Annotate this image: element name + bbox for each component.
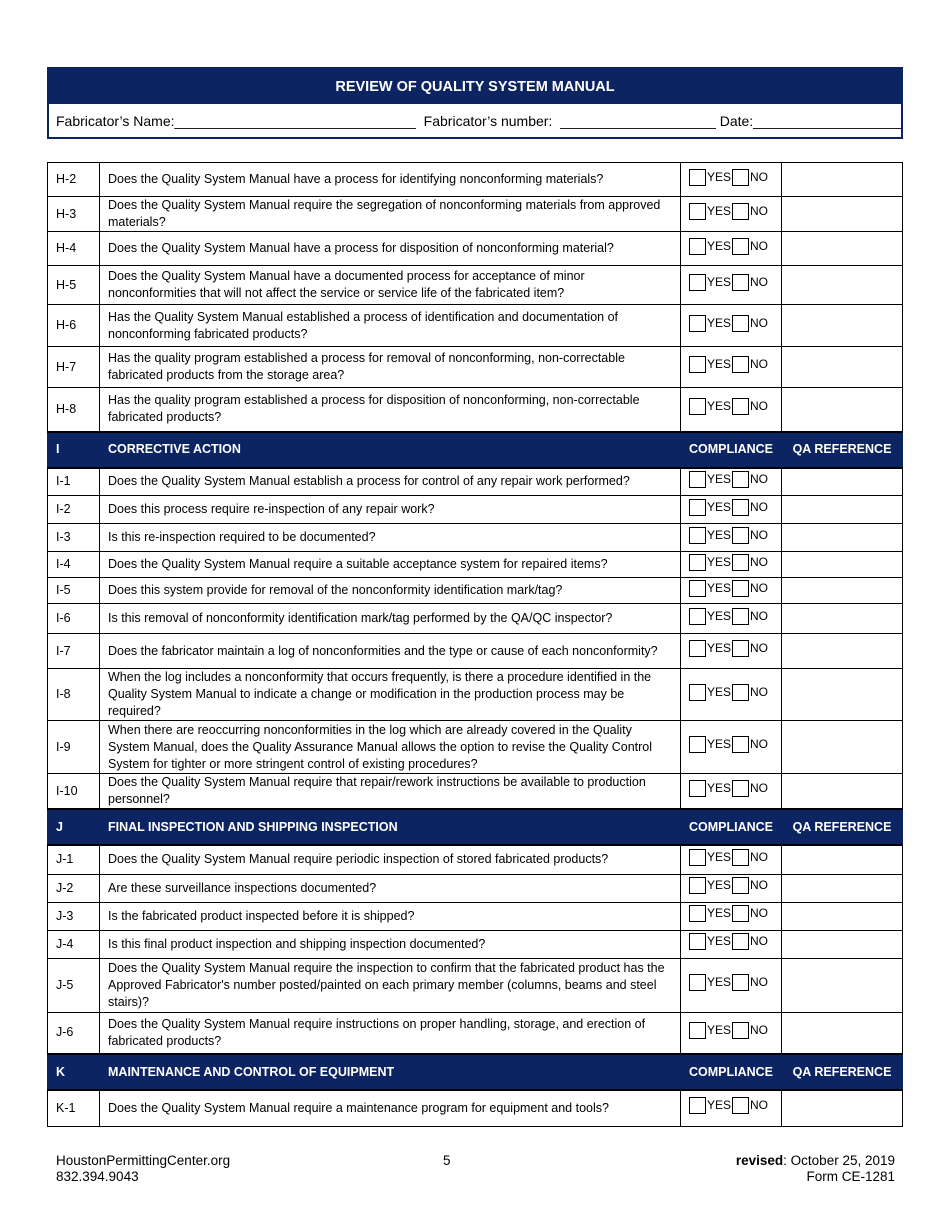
item-question: When there are reoccurring nonconformities in the log which are already covered in the Quality System Manual, does the Quality Assurance Manual allows the option to revise the Quality Control System for tighter or more stringent control of existing procedures? bbox=[100, 721, 681, 774]
item-question: Does the Quality System Manual require a maintenance program for equipment and tools? bbox=[100, 1090, 681, 1126]
yes-checkbox[interactable] bbox=[689, 877, 706, 894]
yes-label: YES bbox=[707, 471, 732, 486]
form-title: REVIEW OF QUALITY SYSTEM MANUAL bbox=[49, 69, 901, 104]
item-id: H-5 bbox=[48, 266, 100, 305]
item-question: Does this process require re-inspection of any repair work? bbox=[100, 496, 681, 524]
qa-reference-field[interactable] bbox=[782, 902, 903, 930]
item-id: I-4 bbox=[48, 552, 100, 578]
item-id: I-10 bbox=[48, 774, 100, 810]
qa-reference-field[interactable] bbox=[782, 197, 903, 232]
yes-label: YES bbox=[707, 527, 732, 542]
no-checkbox[interactable] bbox=[732, 933, 749, 950]
yes-label: YES bbox=[707, 399, 732, 414]
item-id: J-5 bbox=[48, 958, 100, 1012]
yes-label: YES bbox=[707, 906, 732, 920]
yes-checkbox[interactable] bbox=[689, 527, 706, 544]
footer-revision bbox=[736, 1153, 895, 1185]
table-row bbox=[48, 578, 903, 604]
no-label: NO bbox=[750, 641, 769, 655]
no-label: NO bbox=[750, 878, 769, 892]
section-id: I bbox=[48, 432, 100, 468]
yes-label: YES bbox=[707, 357, 732, 371]
no-checkbox[interactable] bbox=[732, 315, 749, 332]
yes-label: YES bbox=[707, 204, 732, 218]
item-question: Does the Quality System Manual require the inspection to confirm that the fabricated product has the Approved Fabricator's number posted/painted on each primary member (columns, beams and steel stairs)? bbox=[100, 958, 681, 1012]
section-id: K bbox=[48, 1054, 100, 1090]
table-row bbox=[48, 634, 903, 669]
footer-phone: 832.394.9043 bbox=[56, 1169, 139, 1184]
yes-label: YES bbox=[707, 499, 732, 514]
revised-label: revised bbox=[735, 1153, 784, 1168]
no-label: NO bbox=[750, 275, 769, 289]
table-row bbox=[48, 232, 903, 266]
yes-label: YES bbox=[707, 975, 732, 989]
no-label: NO bbox=[750, 471, 769, 486]
table-row bbox=[48, 496, 903, 524]
no-checkbox[interactable] bbox=[732, 684, 749, 701]
item-question: Has the quality program established a process for disposition of nonconforming, non-correctable fabricated products? bbox=[100, 388, 681, 432]
compliance-cell bbox=[681, 578, 782, 604]
compliance-cell bbox=[681, 232, 782, 266]
item-id: I-7 bbox=[48, 634, 100, 669]
yes-checkbox[interactable] bbox=[689, 640, 706, 657]
no-checkbox[interactable] bbox=[732, 527, 749, 544]
no-checkbox[interactable] bbox=[732, 554, 749, 571]
compliance-cell bbox=[681, 468, 782, 496]
no-checkbox[interactable] bbox=[732, 274, 749, 291]
yes-label: YES bbox=[707, 1022, 732, 1037]
item-question: When the log includes a nonconformity that occurs frequently, is there a procedure identified in the Quality System Manual to indicate a change or modification in the production process may be required? bbox=[100, 669, 681, 721]
item-id: J-2 bbox=[48, 874, 100, 902]
section-header bbox=[48, 809, 903, 845]
yes-checkbox[interactable] bbox=[689, 736, 706, 753]
table-row bbox=[48, 930, 903, 958]
yes-label: YES bbox=[707, 169, 732, 184]
item-question: Is this final product inspection and shipping inspection documented? bbox=[100, 930, 681, 958]
yes-label: YES bbox=[707, 608, 732, 623]
no-label: NO bbox=[750, 975, 769, 989]
item-question: Does the fabricator maintain a log of nonconformities and the type or cause of each nonconformity? bbox=[100, 634, 681, 669]
section-id: J bbox=[48, 809, 100, 845]
yes-label: YES bbox=[707, 934, 732, 948]
no-label: NO bbox=[750, 499, 769, 514]
yes-checkbox[interactable] bbox=[689, 554, 706, 571]
item-question: Is this removal of nonconformity identification mark/tag performed by the QA/QC inspector? bbox=[100, 604, 681, 634]
qa-reference-field[interactable] bbox=[782, 874, 903, 902]
no-checkbox[interactable] bbox=[732, 356, 749, 373]
item-question: Are these surveillance inspections documented? bbox=[100, 874, 681, 902]
compliance-cell bbox=[681, 1090, 782, 1126]
no-label: NO bbox=[750, 169, 769, 184]
table-row bbox=[48, 266, 903, 305]
qa-reference-field[interactable] bbox=[782, 232, 903, 266]
item-id: I-6 bbox=[48, 604, 100, 634]
qa-reference-field[interactable] bbox=[782, 266, 903, 305]
yes-checkbox[interactable] bbox=[689, 398, 706, 415]
qa-reference-header: QA REFERENCE bbox=[782, 1054, 903, 1090]
item-id: J-4 bbox=[48, 930, 100, 958]
yes-checkbox[interactable] bbox=[689, 169, 706, 186]
item-question: Has the Quality System Manual established a process of identification and documentation of nonconforming fabricated products? bbox=[100, 305, 681, 347]
qa-reference-field[interactable] bbox=[782, 552, 903, 578]
no-checkbox[interactable] bbox=[732, 974, 749, 991]
no-checkbox[interactable] bbox=[732, 905, 749, 922]
yes-checkbox[interactable] bbox=[689, 274, 706, 291]
table-row bbox=[48, 902, 903, 930]
section-title: FINAL INSPECTION AND SHIPPING INSPECTION bbox=[100, 809, 681, 845]
no-checkbox[interactable] bbox=[732, 640, 749, 657]
qa-reference-header: QA REFERENCE bbox=[782, 809, 903, 845]
item-id: I-9 bbox=[48, 721, 100, 774]
table-row bbox=[48, 874, 903, 902]
yes-label: YES bbox=[707, 737, 732, 751]
compliance-cell bbox=[681, 604, 782, 634]
qa-reference-field[interactable] bbox=[782, 163, 903, 197]
table-row bbox=[48, 347, 903, 388]
no-checkbox[interactable] bbox=[732, 398, 749, 415]
qa-reference-field[interactable] bbox=[782, 347, 903, 388]
yes-checkbox[interactable] bbox=[689, 684, 706, 701]
qa-reference-field[interactable] bbox=[782, 669, 903, 721]
yes-label: YES bbox=[707, 275, 732, 289]
yes-label: YES bbox=[707, 238, 732, 253]
qa-reference-field[interactable] bbox=[782, 845, 903, 874]
compliance-cell bbox=[681, 388, 782, 432]
no-checkbox[interactable] bbox=[732, 580, 749, 597]
item-question: Is the fabricated product inspected before it is shipped? bbox=[100, 902, 681, 930]
qa-reference-field[interactable] bbox=[782, 578, 903, 604]
yes-label: YES bbox=[707, 315, 732, 330]
footer-site: HoustonPermittingCenter.org bbox=[56, 1153, 231, 1168]
table-row bbox=[48, 197, 903, 232]
no-checkbox[interactable] bbox=[732, 849, 749, 866]
section-title: MAINTENANCE AND CONTROL OF EQUIPMENT bbox=[100, 1054, 681, 1090]
no-label: NO bbox=[750, 238, 769, 253]
item-question: Does the Quality System Manual have a process for identifying nonconforming materials? bbox=[100, 163, 681, 197]
item-id: H-8 bbox=[48, 388, 100, 432]
compliance-cell bbox=[681, 774, 782, 810]
page-number: 5 bbox=[443, 1153, 451, 1168]
table-row bbox=[48, 468, 903, 496]
no-checkbox[interactable] bbox=[732, 780, 749, 797]
qa-reference-field[interactable] bbox=[782, 958, 903, 1012]
qa-reference-field[interactable] bbox=[782, 1012, 903, 1054]
yes-label: YES bbox=[707, 580, 732, 595]
no-checkbox[interactable] bbox=[732, 736, 749, 753]
compliance-cell bbox=[681, 305, 782, 347]
qa-reference-field[interactable] bbox=[782, 634, 903, 669]
qa-reference-field[interactable] bbox=[782, 468, 903, 496]
no-checkbox[interactable] bbox=[732, 1097, 749, 1114]
table-row bbox=[48, 845, 903, 874]
item-id: I-3 bbox=[48, 524, 100, 552]
compliance-cell bbox=[681, 552, 782, 578]
no-label: NO bbox=[750, 906, 769, 920]
table-row bbox=[48, 1012, 903, 1054]
compliance-cell bbox=[681, 496, 782, 524]
yes-checkbox[interactable] bbox=[689, 608, 706, 625]
qa-reference-field[interactable] bbox=[782, 305, 903, 347]
table-row bbox=[48, 604, 903, 634]
qa-reference-field[interactable] bbox=[782, 721, 903, 774]
compliance-cell bbox=[681, 874, 782, 902]
no-label: NO bbox=[750, 554, 769, 569]
yes-checkbox[interactable] bbox=[689, 849, 706, 866]
yes-label: YES bbox=[707, 684, 732, 699]
table-row bbox=[48, 669, 903, 721]
table-row bbox=[48, 552, 903, 578]
qa-reference-field[interactable] bbox=[782, 604, 903, 634]
table-row bbox=[48, 1090, 903, 1126]
qa-reference-header: QA REFERENCE bbox=[782, 432, 903, 468]
item-question: Does the Quality System Manual require that repair/rework instructions be available to production personnel? bbox=[100, 774, 681, 810]
item-id: J-1 bbox=[48, 845, 100, 874]
no-checkbox[interactable] bbox=[732, 471, 749, 488]
item-id: H-3 bbox=[48, 197, 100, 232]
yes-checkbox[interactable] bbox=[689, 580, 706, 597]
compliance-cell bbox=[681, 958, 782, 1012]
compliance-header: COMPLIANCE bbox=[681, 809, 782, 845]
item-question: Does the Quality System Manual require the segregation of nonconforming materials from approved materials? bbox=[100, 197, 681, 232]
item-id: K-1 bbox=[48, 1090, 100, 1126]
compliance-header: COMPLIANCE bbox=[681, 1054, 782, 1090]
yes-checkbox[interactable] bbox=[689, 238, 706, 255]
yes-checkbox[interactable] bbox=[689, 905, 706, 922]
no-label: NO bbox=[750, 399, 769, 414]
compliance-cell bbox=[681, 163, 782, 197]
compliance-header: COMPLIANCE bbox=[681, 432, 782, 468]
item-id: J-6 bbox=[48, 1012, 100, 1054]
item-question: Does this system provide for removal of the nonconformity identification mark/tag? bbox=[100, 578, 681, 604]
compliance-cell bbox=[681, 347, 782, 388]
no-checkbox[interactable] bbox=[732, 169, 749, 186]
no-label: NO bbox=[750, 204, 769, 218]
no-label: NO bbox=[750, 849, 769, 864]
qa-reference-field[interactable] bbox=[782, 1090, 903, 1126]
yes-label: YES bbox=[707, 878, 732, 892]
item-id: I-8 bbox=[48, 669, 100, 721]
form-header bbox=[47, 67, 903, 139]
item-id: I-1 bbox=[48, 468, 100, 496]
no-label: NO bbox=[750, 580, 769, 595]
yes-label: YES bbox=[707, 781, 732, 795]
item-id: I-5 bbox=[48, 578, 100, 604]
section-header bbox=[48, 1054, 903, 1090]
compliance-cell bbox=[681, 902, 782, 930]
no-checkbox[interactable] bbox=[732, 877, 749, 894]
no-label: NO bbox=[750, 315, 769, 330]
table-row bbox=[48, 721, 903, 774]
qa-reference-field[interactable] bbox=[782, 774, 903, 810]
item-question: Is this re-inspection required to be documented? bbox=[100, 524, 681, 552]
table-row bbox=[48, 388, 903, 432]
no-label: NO bbox=[750, 1022, 769, 1037]
yes-checkbox[interactable] bbox=[689, 499, 706, 516]
item-question: Does the Quality System Manual require a suitable acceptance system for repaired items? bbox=[100, 552, 681, 578]
section-header bbox=[48, 432, 903, 468]
no-label: NO bbox=[750, 608, 769, 623]
item-id: H-7 bbox=[48, 347, 100, 388]
item-id: H-4 bbox=[48, 232, 100, 266]
no-label: NO bbox=[750, 781, 769, 795]
compliance-cell bbox=[681, 1012, 782, 1054]
item-question: Does the Quality System Manual have a process for disposition of nonconforming material? bbox=[100, 232, 681, 266]
item-question: Does the Quality System Manual have a documented process for acceptance of minor nonconformities that will not affect the service or service life of the fabricated item? bbox=[100, 266, 681, 305]
compliance-cell bbox=[681, 721, 782, 774]
yes-label: YES bbox=[707, 554, 732, 569]
item-id: I-2 bbox=[48, 496, 100, 524]
item-id: H-2 bbox=[48, 163, 100, 197]
yes-label: YES bbox=[707, 641, 732, 655]
qa-reference-field[interactable] bbox=[782, 388, 903, 432]
no-label: NO bbox=[750, 527, 769, 542]
qa-reference-field[interactable] bbox=[782, 496, 903, 524]
yes-label: YES bbox=[707, 1098, 732, 1113]
compliance-cell bbox=[681, 669, 782, 721]
compliance-cell bbox=[681, 197, 782, 232]
item-id: J-3 bbox=[48, 902, 100, 930]
table-row bbox=[48, 163, 903, 197]
yes-checkbox[interactable] bbox=[689, 1097, 706, 1114]
no-label: NO bbox=[750, 737, 769, 751]
table-row bbox=[48, 524, 903, 552]
table-row bbox=[48, 774, 903, 810]
yes-checkbox[interactable] bbox=[689, 315, 706, 332]
no-checkbox[interactable] bbox=[732, 1022, 749, 1039]
no-checkbox[interactable] bbox=[732, 203, 749, 220]
compliance-cell bbox=[681, 845, 782, 874]
no-label: NO bbox=[750, 357, 769, 371]
no-label: NO bbox=[750, 684, 769, 699]
table-row bbox=[48, 958, 903, 1012]
yes-checkbox[interactable] bbox=[689, 974, 706, 991]
yes-checkbox[interactable] bbox=[689, 933, 706, 950]
compliance-cell bbox=[681, 524, 782, 552]
yes-checkbox[interactable] bbox=[689, 471, 706, 488]
no-checkbox[interactable] bbox=[732, 238, 749, 255]
compliance-cell bbox=[681, 930, 782, 958]
item-id: H-6 bbox=[48, 305, 100, 347]
item-question: Does the Quality System Manual require instructions on proper handling, storage, and erection of fabricated products? bbox=[100, 1012, 681, 1054]
checklist-table bbox=[47, 162, 903, 1127]
no-checkbox[interactable] bbox=[732, 499, 749, 516]
revised-date: : October 25, 2019 bbox=[783, 1153, 895, 1168]
form-number: Form CE-1281 bbox=[806, 1169, 895, 1184]
yes-label: YES bbox=[707, 849, 732, 864]
no-label: NO bbox=[750, 1098, 769, 1113]
yes-checkbox[interactable] bbox=[689, 780, 706, 797]
yes-checkbox[interactable] bbox=[689, 1022, 706, 1039]
yes-checkbox[interactable] bbox=[689, 356, 706, 373]
section-title: CORRECTIVE ACTION bbox=[100, 432, 681, 468]
qa-reference-field[interactable] bbox=[782, 930, 903, 958]
qa-reference-field[interactable] bbox=[782, 524, 903, 552]
item-question: Has the quality program established a process for removal of nonconforming, non-correctable fabricated products from the storage area? bbox=[100, 347, 681, 388]
no-checkbox[interactable] bbox=[732, 608, 749, 625]
yes-checkbox[interactable] bbox=[689, 203, 706, 220]
item-question: Does the Quality System Manual require periodic inspection of stored fabricated products? bbox=[100, 845, 681, 874]
compliance-cell bbox=[681, 634, 782, 669]
fabricator-fields: Fabricator’s Name:_______________________________ Fabricator’s number: ____________________ Date:___________________ bbox=[56, 112, 902, 129]
item-question: Does the Quality System Manual establish a process for control of any repair work performed? bbox=[100, 468, 681, 496]
no-label: NO bbox=[750, 934, 769, 948]
compliance-cell bbox=[681, 266, 782, 305]
footer-contact bbox=[56, 1153, 230, 1185]
table-row bbox=[48, 305, 903, 347]
